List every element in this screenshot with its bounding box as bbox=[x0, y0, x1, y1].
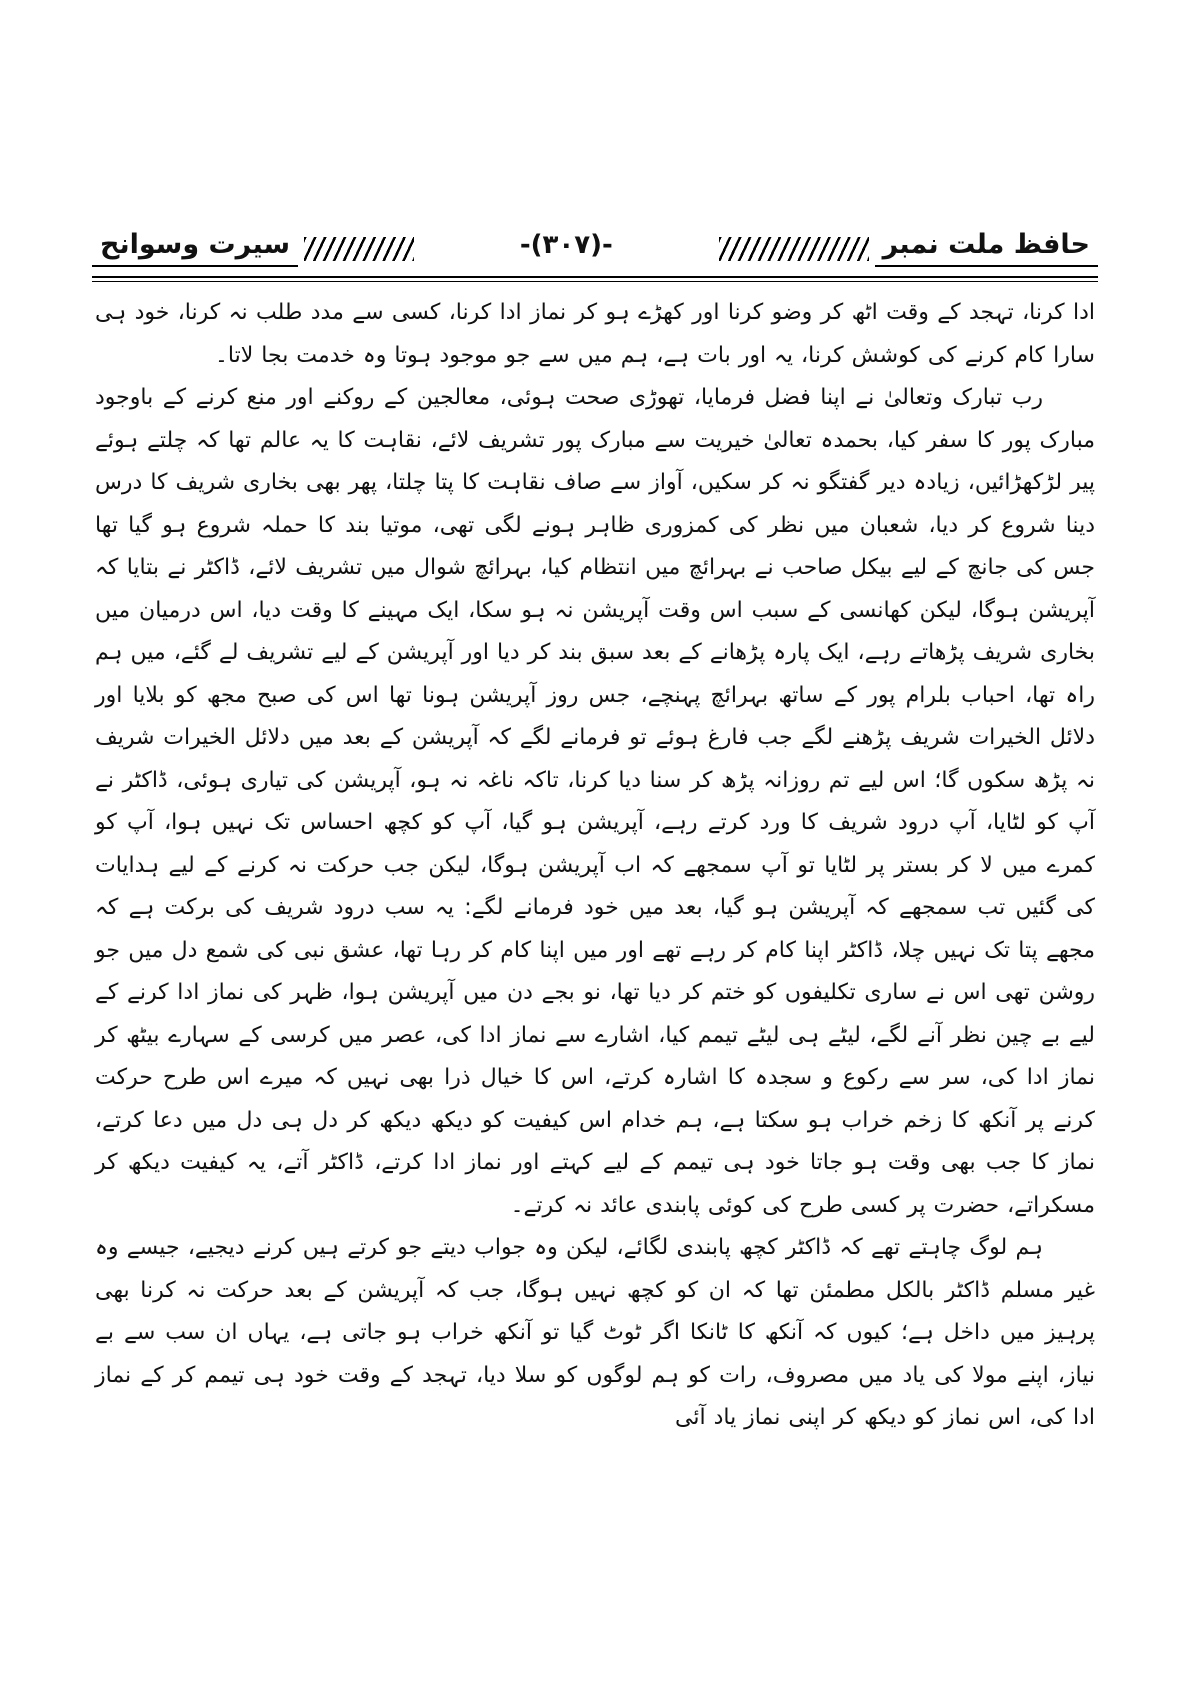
page-number: -(۳۰۷)- bbox=[519, 230, 613, 260]
paragraph: رب تبارک وتعالیٰ نے اپنا فضل فرمایا، تھوڑی صحت ہوئی، معالجین کے روکنے اور منع کرنے کے باوجود مبارک پور کا سفر کیا، بحمدہ تعالیٰ خیریت سے مبارک پور تشریف لائے، نقاہت کا یہ عالم تھا کہ چلتے ہوئے پیر لڑکھڑائیں، زیادہ دیر گفتگو نہ کر سکیں، آواز سے صاف نقاہت کا پتا چلتا، پھر بھی بخاری شریف کا درس دینا شروع کر دیا، شعبان میں نظر کی کمزوری ظاہر ہونے لگی تھی، موتیا بند کا حملہ شروع ہو گیا تھا جس کی جانچ کے لیے بیکل صاحب نے بہرائچ میں انتظام کیا، بہرائچ شوال میں تشریف لائے، ڈاکٹر نے بتایا کہ آپریشن ہوگا، لیکن کھانسی کے سبب اس وقت آپریشن نہ ہو سکا، ایک مہینے کا وقت دیا، اس درمیان میں بخاری شریف پڑھاتے رہے، ایک پارہ پڑھانے کے بعد سبق بند کر دیا اور آپریشن کے لیے تشریف لے گئے، میں ہم راہ تھا، احباب بلرام پور کے ساتھ بہرائچ پہنچے، جس روز آپریشن ہونا تھا اس کی صبح مجھ کو بلایا اور دلائل الخیرات شریف پڑھنے لگے جب فارغ ہوئے تو فرمانے لگے کہ آپریشن کے بعد میں دلائل الخیرات شریف نہ پڑھ سکوں گا؛ اس لیے تم روزانہ پڑھ کر سنا دیا کرنا، تاکہ ناغہ نہ ہو، آپریشن کی تیاری ہوئی، ڈاکٹر نے آپ کو لٹایا، آپ درود شریف کا ورد کرتے رہے، آپریشن ہو گیا، آپ کو کچھ احساس تک نہیں ہوا، آپ کو کمرے میں لا کر بستر پر لٹایا تو آپ سمجھے کہ اب آپریشن ہوگا، لیکن جب حرکت نہ کرنے کے لیے ہدایات کی گئیں تب سمجھے کہ آپریشن ہو گیا، بعد میں خود فرمانے لگے: یہ سب درود شریف کی برکت ہے کہ مجھے پتا تک نہیں چلا، ڈاکٹر اپنا کام کر رہے تھے اور میں اپنا کام کر رہا تھا، عشق نبی کی شمع دل میں جو روشن تھی اس نے ساری تکلیفوں کو ختم کر دیا تھا، نو بجے دن میں آپریشن ہوا، ظہر کی نماز ادا کرنے کے لیے بے چین نظر آنے لگے، لیٹے ہی لیٹے تیمم کیا، اشارے سے نماز ادا کی، عصر میں کرسی کے سہارے بیٹھ کر نماز ادا کی، سر سے رکوع و سجدہ کا اشارہ کرتے، اس کا خیال ذرا بھی نہیں کہ میرے اس طرح حرکت کرنے پر آنکھ کا زخم خراب ہو سکتا ہے، ہم خدام اس کیفیت کو دیکھ دیکھ کر دل ہی دل میں دعا کرتے، نماز کا جب بھی وقت ہو جاتا خود ہی تیمم کے لیے کہتے اور نماز ادا کرتے، ڈاکٹر آتے، یہ کیفیت دیکھ کر مسکراتے، حضرت پر کسی طرح کی کوئی پابندی عائد نہ کرتے۔ bbox=[95, 385, 1095, 1218]
document-body bbox=[95, 292, 1095, 1440]
page-header bbox=[92, 222, 1098, 274]
section-title: سیرت وسوانح bbox=[92, 229, 298, 267]
header-right-group bbox=[719, 229, 1098, 267]
header-divider-thin bbox=[92, 281, 1098, 282]
header-left-group bbox=[92, 229, 414, 267]
book-title: حافظ ملت نمبر bbox=[875, 229, 1098, 267]
paragraph: ادا کرنا، تہجد کے وقت اٹھ کر وضو کرنا اور کھڑے ہو کر نماز ادا کرنا، کسی سے مدد طلب نہ کرنا، خود ہی سارا کام کرنے کی کوشش کرنا، یہ اور بات ہے، ہم میں سے جو موجود ہوتا وہ خدمت بجا لاتا۔ bbox=[95, 300, 1095, 368]
header-divider-thick bbox=[92, 276, 1098, 278]
calligraphic-hatch-icon bbox=[719, 237, 869, 261]
calligraphic-hatch-icon bbox=[304, 237, 414, 261]
paragraph: ہم لوگ چاہتے تھے کہ ڈاکٹر کچھ پابندی لگائے، لیکن وہ جواب دیتے جو کرتے ہیں کرنے دیجیے، جیسے وہ غیر مسلم ڈاکٹر بالکل مطمئن تھا کہ ان کو کچھ نہیں ہوگا، جب کہ آپریشن کے بعد حرکت نہ کرنا بھی پرہیز میں داخل ہے؛ کیوں کہ آنکھ کا ٹانکا اگر ٹوٹ گیا تو آنکھ خراب ہو جاتی ہے، یہاں ان سب سے بے نیاز، اپنے مولا کی یاد میں مصروف، رات کو ہم لوگوں کو سلا دیا، تہجد کے وقت خود ہی تیمم کر کے نماز ادا کی، اس نماز کو دیکھ کر اپنی نماز یاد آئی bbox=[95, 1235, 1095, 1430]
